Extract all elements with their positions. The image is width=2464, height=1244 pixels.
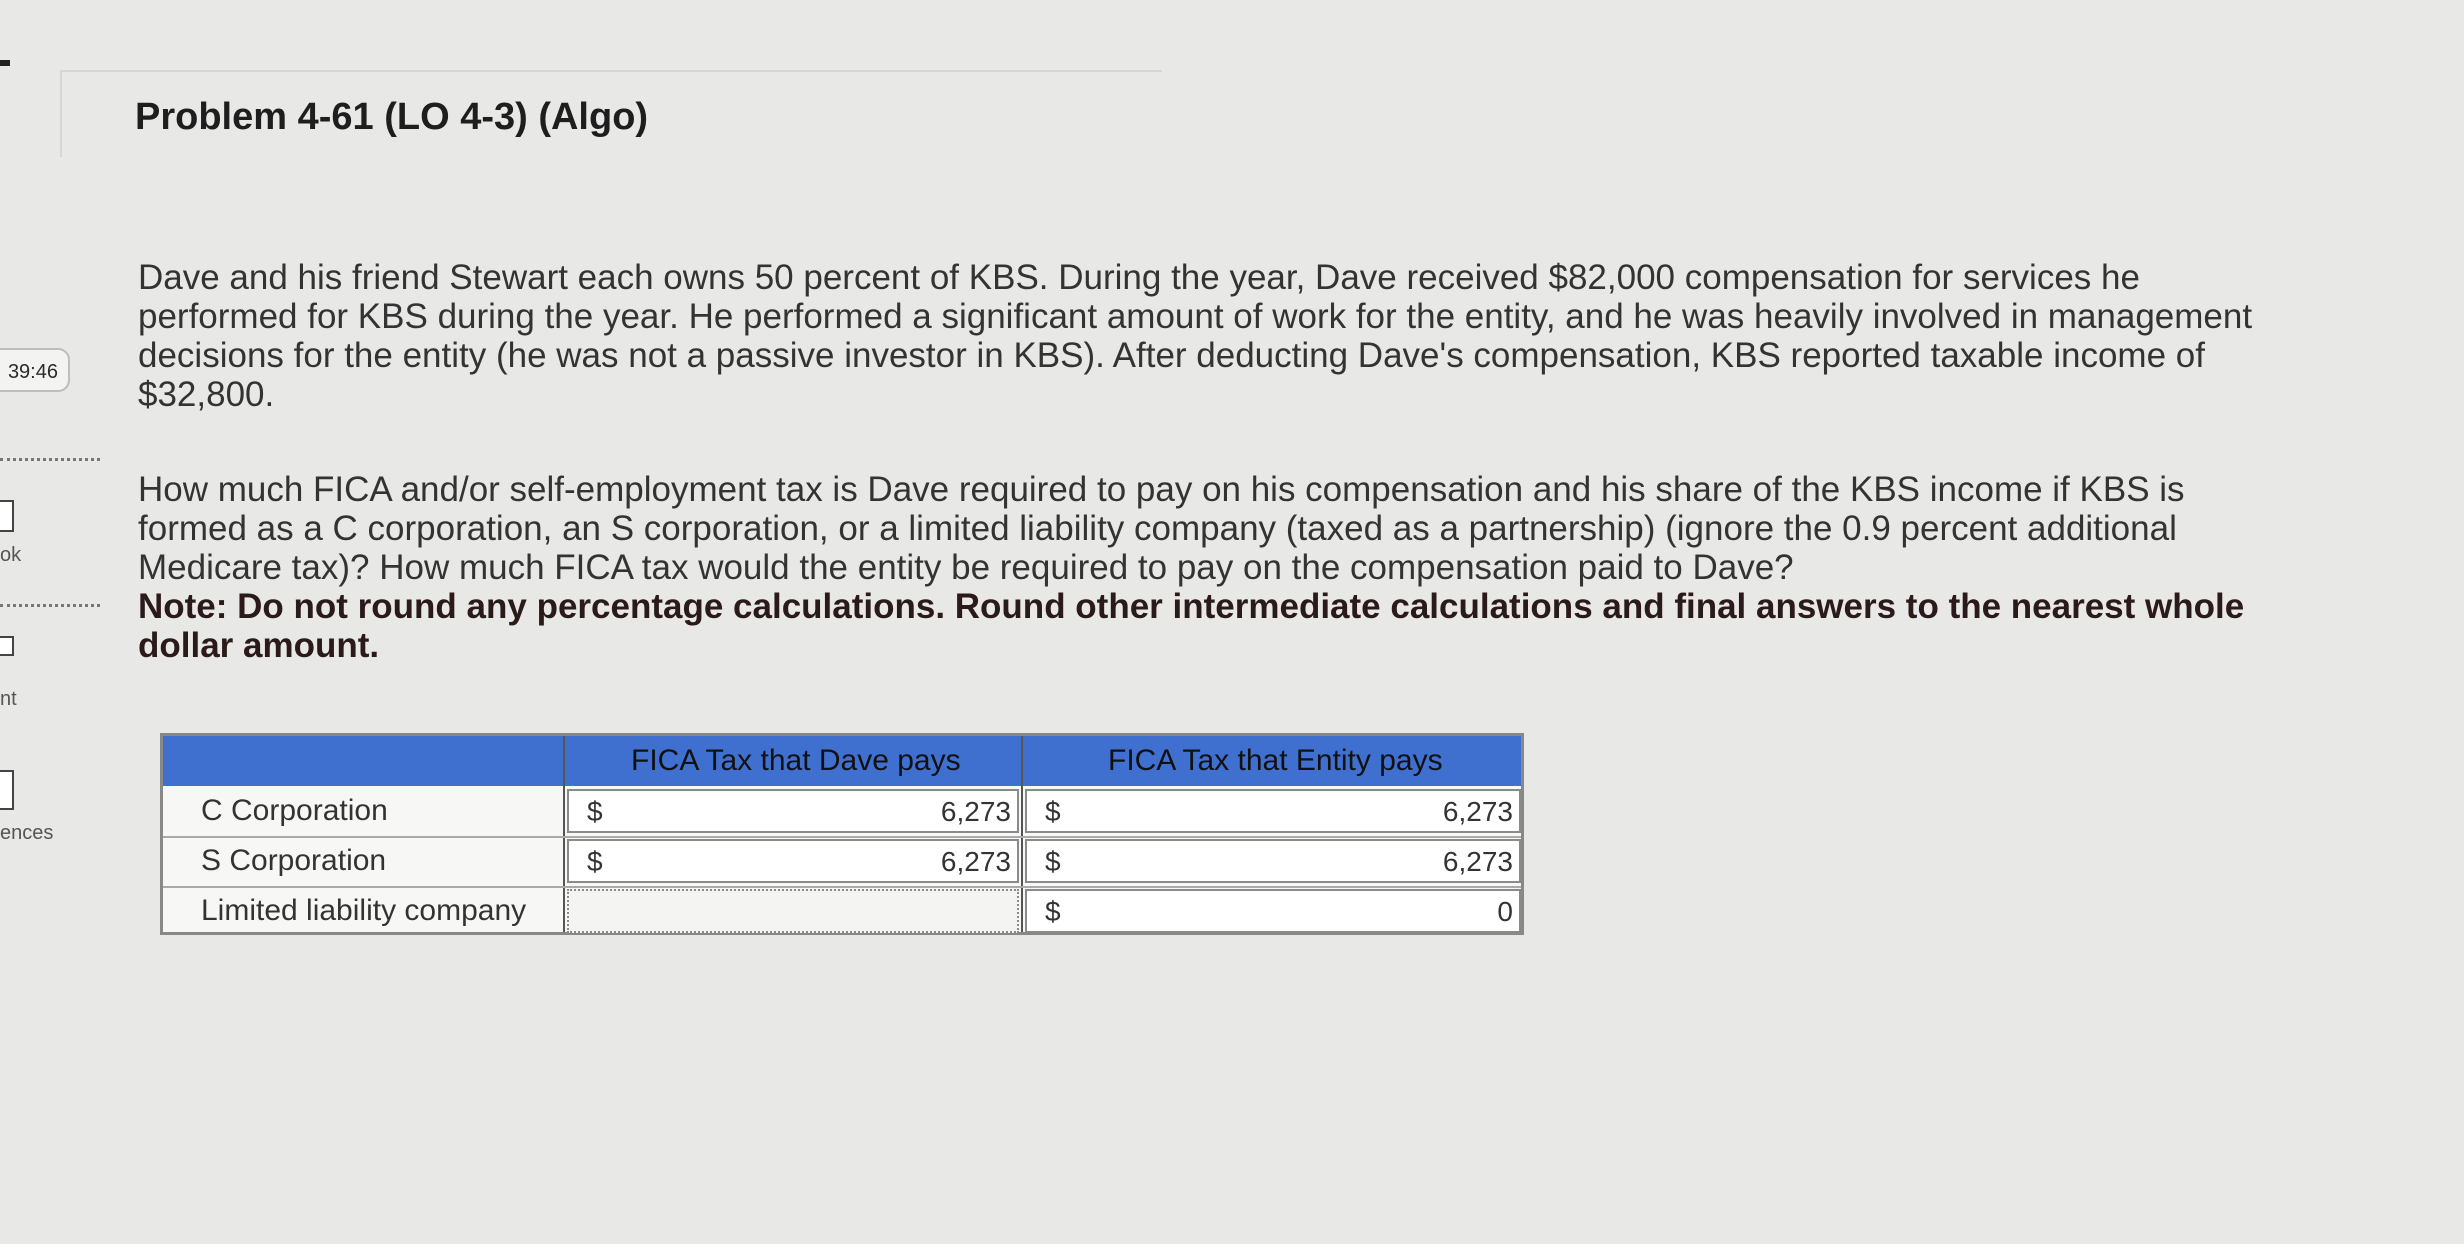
rounding-note: Note: Do not round any percentage calculations. Round other intermediate calculations and final answers to the nearest whole dollar amount. [138, 587, 2245, 665]
page-title: Problem 4-61 (LO 4-3) (Algo) [135, 96, 649, 138]
currency-symbol: $ [1045, 896, 1061, 927]
table-row-s-corporation [163, 836, 1521, 886]
dave-llc-input[interactable] [567, 889, 1019, 933]
entity-llc-input[interactable] [1025, 889, 1521, 933]
table-header [163, 736, 1521, 786]
dave-c-corp-input[interactable] [567, 789, 1019, 833]
currency-symbol: $ [1045, 846, 1061, 877]
rail-marker [0, 60, 10, 66]
currency-symbol: $ [1045, 796, 1061, 827]
print-icon [0, 636, 14, 656]
problem-text: Dave and his friend Stewart each owns 50 percent of KBS. During the year, Dave received $82,000 compensation for services he performed for KBS during the year. He performed a significant amount of work for the entity, and he was heavily involved in management decisions for the entity (he was not a passive investor in KBS). After deducting Dave's compensation, KBS reported taxable income of $32,800. [138, 258, 2253, 414]
amount-value: 6,273 [1442, 796, 1513, 827]
entity-c-corp-input[interactable] [1025, 789, 1521, 833]
divider [0, 604, 100, 607]
column-header-dave: FICA Tax that Dave pays [631, 744, 961, 777]
left-sidebar: 39:46 ok nt ences [0, 0, 90, 1244]
amount-value: 6,273 [940, 796, 1011, 827]
amount-value: 0 [1497, 896, 1513, 927]
book-icon [0, 500, 14, 532]
table-row-c-corporation [163, 786, 1521, 836]
dave-s-corp-input[interactable] [567, 839, 1019, 883]
currency-symbol: $ [587, 846, 603, 877]
entity-s-corp-input[interactable] [1025, 839, 1521, 883]
answer-table [160, 733, 1524, 935]
references-icon [0, 770, 14, 810]
timer-display[interactable]: 39:46 [0, 348, 70, 392]
row-label: S Corporation [201, 844, 387, 877]
row-label: Limited liability company [201, 894, 527, 927]
table-row-llc [163, 886, 1521, 936]
divider [0, 458, 100, 461]
amount-value: 6,273 [940, 846, 1011, 877]
column-header-entity: FICA Tax that Entity pays [1108, 744, 1443, 777]
currency-symbol: $ [587, 796, 603, 827]
question-text: How much FICA and/or self-employment tax is Dave required to pay on his compensation and his share of the KBS income if KBS is formed as a C corporation, an S corporation, or a limited liability company (taxed as a partnership) (ignore the 0.9 percent additional Medicare tax)? How much FICA tax would the entity be required to pay on the compensation paid to Dave? [138, 470, 2185, 587]
question-block [138, 470, 2278, 665]
amount-value: 6,273 [1442, 846, 1513, 877]
row-label: C Corporation [201, 794, 388, 827]
